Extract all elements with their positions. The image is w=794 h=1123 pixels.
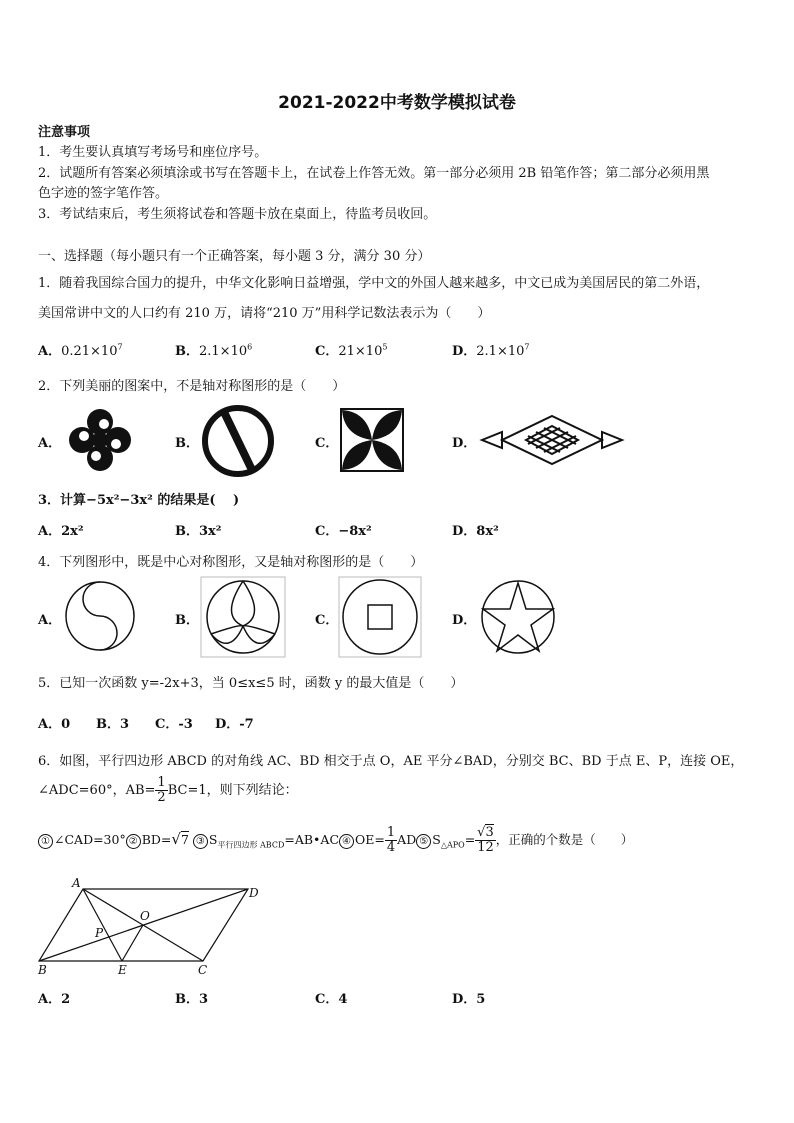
q6-stem-line2: ∠ADC=60°，AB= $\frac{1}{2}$ BC=1，则下列结论：	[38, 775, 298, 805]
figure-label-e: E	[118, 963, 127, 976]
q2-figure-b-circle-slash	[198, 402, 278, 480]
notice-heading: 注意事项	[38, 125, 91, 140]
q5-option-d: D．-7	[215, 717, 254, 732]
q4-label-d: D．	[452, 613, 477, 628]
q6-option-b: B．3	[175, 992, 209, 1007]
notice-item-2: 2．试题所有答案必须填涂或书写在答题卡上，在试卷上作答无效。第一部分必须用 2B 铅笔作答；第二部分必须用黑	[38, 166, 710, 181]
q2-label-a: A．	[38, 436, 62, 451]
q5-option-a: A．0	[38, 717, 71, 732]
figure-label-b: B	[38, 963, 47, 976]
q1-option-c: C．$21\times 10^5$	[315, 342, 388, 359]
q6-stem-line1: 6．如图，平行四边形 ABCD 的对角线 AC、BD 相交于点 O，AE 平分∠BAD，分别交 BC、BD 于点 E、P，连接 OE，	[38, 754, 744, 769]
q1-stem-line2: 美国常讲中文的人口约有 210 万，请将“210 万”用科学记数法表示为（ ）	[38, 306, 491, 321]
section-heading: 一、选择题（每小题只有一个正确答案，每小题 3 分，满分 30 分）	[38, 249, 431, 264]
q6-parallelogram-figure	[36, 876, 266, 976]
conclusion-5-marker: ⑤	[416, 834, 431, 849]
q2-figure-c-square-petals	[340, 408, 404, 472]
q5-stem: 5．已知一次函数 y=-2x+3，当 0≤x≤5 时，函数 y 的最大值是（ ）	[38, 676, 464, 691]
q1-option-a: A．$0.21\times 10^7$	[38, 342, 123, 359]
q4-stem: 4．下列图形中，既是中心对称图形，又是轴对称图形的是（ ）	[38, 555, 424, 570]
conclusion-3-marker: ③	[193, 834, 208, 849]
q3-option-b: B．3x²	[175, 524, 222, 539]
q6-option-a: A．2	[38, 992, 71, 1007]
page-title: 2021-2022中考数学模拟试卷	[278, 93, 516, 113]
q3-stem: 3．计算−5x²−3x² 的结果是( )	[38, 493, 240, 508]
q1-stem-line1: 1．随着我国综合国力的提升，中华文化影响日益增强，学中文的外国人越来越多，中文已成为美国居民的第二外语，	[38, 276, 710, 291]
notice-item-3: 3．考试结束后，考生须将试卷和答题卡放在桌面上，待监考员收回。	[38, 207, 437, 222]
notice-item-1: 1．考生要认真填写考场号和座位序号。	[38, 145, 268, 160]
q5-option-b: B．3	[96, 717, 130, 732]
conclusion-2-marker: ②	[126, 834, 141, 849]
q4-label-b: B．	[175, 613, 199, 628]
q3-option-d: D．8x²	[452, 524, 499, 539]
q2-label-c: C．	[315, 436, 339, 451]
q4-figure-b-trefoil	[200, 576, 286, 658]
q1-option-b: B．$2.1\times 10^6$	[175, 342, 253, 359]
q3-option-a: A．2x²	[38, 524, 84, 539]
q4-label-a: A．	[38, 613, 62, 628]
q4-figure-a-yinyang	[62, 578, 138, 654]
q2-figure-d-knot	[478, 412, 626, 468]
q5-option-c: C．-3	[155, 717, 193, 732]
q6-conclusions: ① ∠CAD=30° ② BD=√7 ③ $S_{平行四边形 ABCD}=AB•AC$ ④ OE= $\frac{1}{4}$ AD ⑤ $S_{\triangle APO}=$ $\frac{√3}{12}$ ，正确的个数是（ ）	[38, 826, 633, 855]
q3-option-c: C．−8x²	[315, 524, 372, 539]
figure-label-a: A	[72, 876, 81, 890]
q6-option-c: C．4	[315, 992, 348, 1007]
q2-stem: 2．下列美丽的图案中，不是轴对称图形的是（ ）	[38, 379, 346, 394]
conclusion-1-marker: ①	[38, 834, 53, 849]
q2-label-d: D．	[452, 436, 477, 451]
q6-option-d: D．5	[452, 992, 486, 1007]
q4-figure-c-coin	[338, 576, 422, 658]
q1-option-d: D．$2.1\times 10^7$	[452, 342, 530, 359]
q4-label-c: C．	[315, 613, 339, 628]
q2-figure-a-pattern	[64, 408, 136, 472]
figure-label-o: O	[140, 909, 150, 923]
figure-label-c: C	[198, 963, 208, 976]
conclusion-4-marker: ④	[339, 834, 354, 849]
notice-item-2-cont: 色字迹的签字笔作答。	[38, 186, 169, 201]
q2-label-b: B．	[175, 436, 199, 451]
q4-figure-d-star	[478, 578, 558, 656]
figure-label-p: P	[95, 926, 104, 940]
figure-label-d: D	[249, 886, 259, 900]
